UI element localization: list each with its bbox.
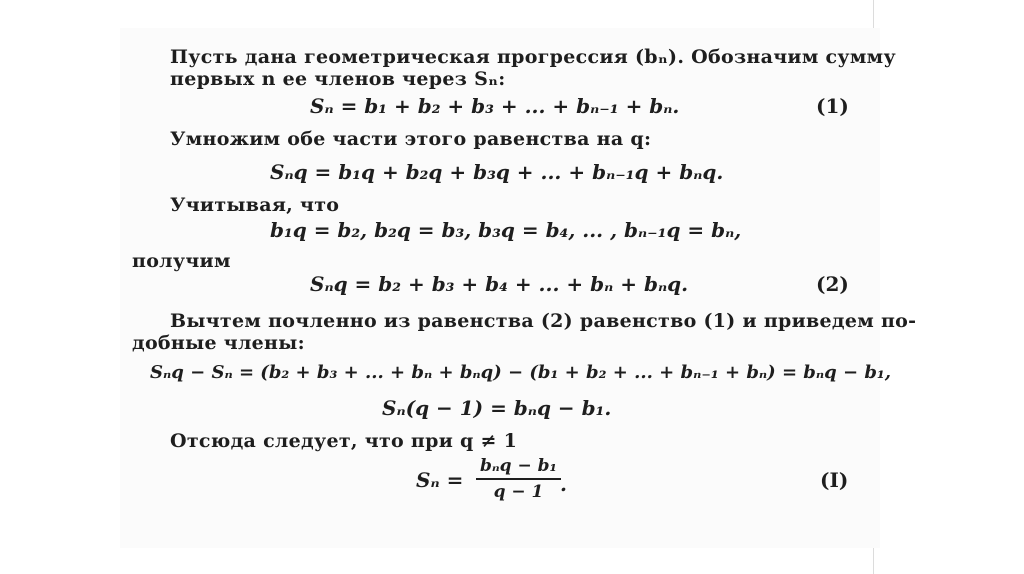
paragraph-line-6: Вычтем почленно из равенства (2) равенство (1) и приведем по- (170, 310, 917, 332)
fraction-numerator: bₙq − b₁ (476, 456, 561, 480)
equation-4: Sₙq = b₂ + b₃ + b₄ + ... + bₙ + bₙq. (310, 272, 689, 296)
equation-6: Sₙ(q − 1) = bₙq − b₁. (382, 396, 612, 420)
equation-3: b₁q = b₂, b₂q = b₃, b₃q = b₄, ... , bₙ₋₁q = bₙ, (270, 218, 742, 242)
equation-7-fraction (476, 456, 561, 502)
fraction-denominator: q − 1 (493, 482, 544, 502)
right-margin (873, 0, 1024, 574)
paragraph-line-8: Отсюда следует, что при q ≠ 1 (170, 430, 518, 452)
paragraph-line-3: Умножим обе части этого равенства на q: (170, 128, 652, 150)
equation-7-period: . (560, 472, 567, 496)
paragraph-line-7: добные члены: (132, 332, 305, 354)
textbook-page (120, 28, 917, 548)
paragraph-line-1: Пусть дана геометрическая прогрессия (bₙ). Обозначим сумму (170, 46, 896, 68)
equation-7-number: (I) (820, 468, 849, 492)
paragraph-line-4: Учитывая, что (170, 194, 340, 216)
equation-2: Sₙq = b₁q + b₂q + b₃q + ... + bₙ₋₁q + bₙq. (270, 160, 724, 184)
equation-1: Sₙ = b₁ + b₂ + b₃ + ... + bₙ₋₁ + bₙ. (310, 94, 680, 118)
equation-4-number: (2) (816, 272, 849, 296)
equation-7-lhs: Sₙ = (416, 468, 464, 492)
equation-5: Sₙq − Sₙ = (b₂ + b₃ + ... + bₙ + bₙq) − (b₁ + b₂ + ... + bₙ₋₁ + bₙ) = bₙq − b₁, (150, 362, 892, 383)
paragraph-line-5: получим (132, 250, 231, 272)
paragraph-line-2: первых n ее членов через Sₙ: (170, 68, 506, 90)
equation-1-number: (1) (816, 94, 849, 118)
